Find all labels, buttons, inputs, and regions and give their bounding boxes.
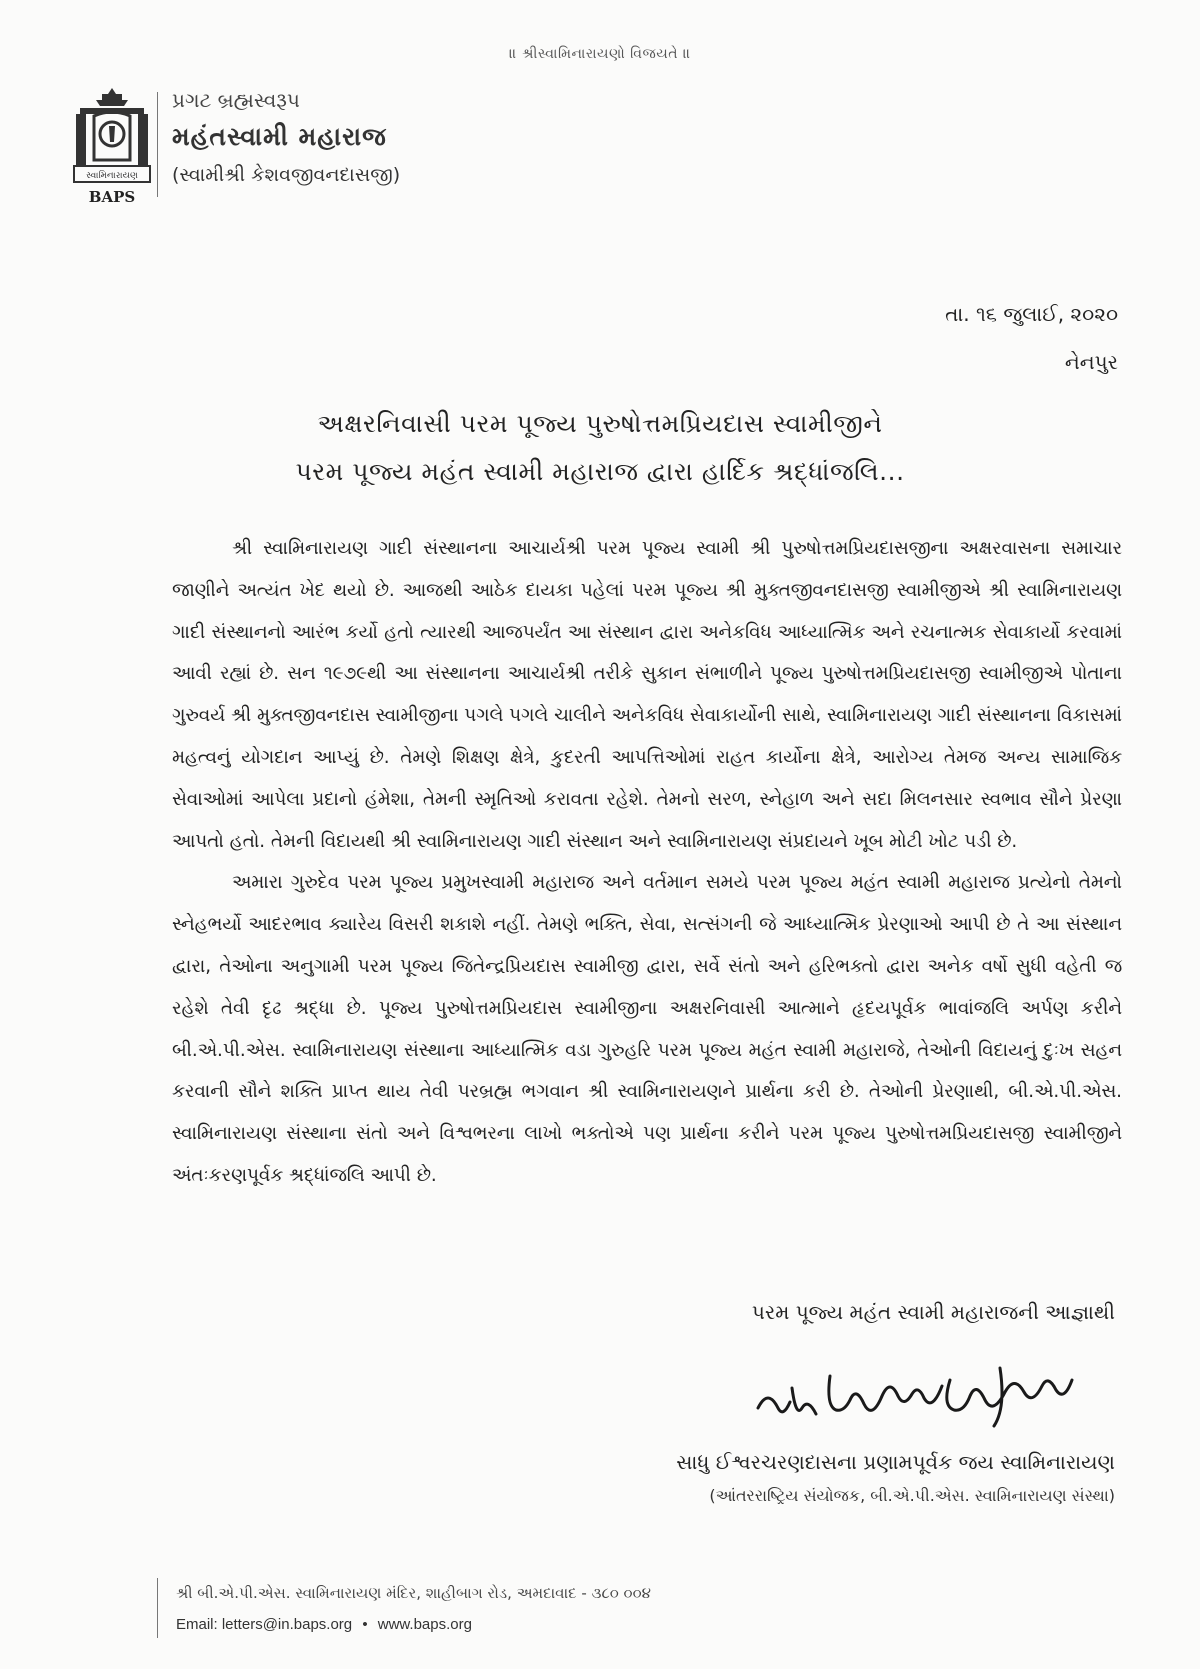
sender-name: સાધુ ઈશ્વરચરણદાસના પ્રણામપૂર્વક જય સ્વામિનારાયણ (676, 1450, 1115, 1474)
footer (176, 1584, 651, 1633)
closing-line: પરમ પૂજ્ય મહંત સ્વામી મહારાજની આજ્ઞાથી (751, 1300, 1115, 1324)
footer-email[interactable]: Email: letters@in.baps.org (176, 1616, 353, 1633)
title-line2: પરમ પૂજ્ય મહંત સ્વામી મહારાજ દ્વારા હાર્દિક શ્રદ્ધાંજલિ... (295, 457, 905, 486)
baps-emblem-icon (72, 86, 152, 206)
brand-text: BAPS (88, 188, 136, 206)
letter-body (172, 528, 1122, 1197)
footer-divider (157, 1578, 158, 1638)
title-line1: અક્ષરનિવાસી પરમ પૂજ્ય પુરુષોત્તમપ્રિયદાસ સ્વામીજીને (317, 409, 883, 438)
sender-role: (આંતરરાષ્ટ્રિય સંયોજક, બી.એ.પી.એસ. સ્વામિનારાયણ સંસ્થા) (709, 1486, 1115, 1505)
sender-block (676, 1450, 1115, 1506)
header-divider (157, 92, 158, 197)
footer-website[interactable]: www.baps.org (377, 1616, 472, 1633)
letterhead-name: મહંતસ્વામી મહારાજ (172, 122, 387, 151)
footer-address: શ્રી બી.એ.પી.એસ. સ્વામિનારાયણ મંદિર, શાહીબાગ રોડ, અમદાવાદ - ૩૮૦ ૦૦૪ (176, 1584, 651, 1602)
letterhead-line1: પ્રગટ બ્રહ્મસ્વરૂપ (172, 88, 300, 112)
emblem-inner-text: સ્વામિનારાયણ (86, 171, 138, 181)
letter-title (0, 400, 1200, 496)
letterhead-subname: (સ્વામીશ્રી કેશવજીવનદાસજી) (172, 164, 401, 186)
body-paragraph: અમારા ગુરુદેવ પરમ પૂજ્ય પ્રમુખસ્વામી મહારાજ અને વર્તમાન સમયે પરમ પૂજ્ય મહંત સ્વામી મહારાજ પ્રત્યેનો તેમનો સ્નેહભર્યો આદરભાવ ક્યારેય વિસરી શકાશે નહીં. તેમણે ભક્તિ, સેવા, સત્સંગની જે આધ્યાત્મિક પ્રેરણાઓ આપી છે તે આ સંસ્થાન દ્વારા, તેઓના અનુગામી પરમ પૂજ્ય જિતેન્દ્રપ્રિયદાસ સ્વામીજી દ્વારા, સર્વે સંતો અને હરિભક્તો દ્વારા અનેક વર્ષો સુધી વહેતી જ રહેશે તેવી દૃઢ શ્રદ્ધા છે. પૂજ્ય પુરુષોત્તમપ્રિયદાસ સ્વામીજીના અક્ષરનિવાસી આત્માને હૃદયપૂર્વક ભાવાંજલિ અર્પણ કરીને બી.એ.પી.એસ. સ્વામિનારાયણ સંસ્થાના આધ્યાત્મિક વડા ગુરુહરિ પરમ પૂજ્ય મહંત સ્વામી મહારાજે, તેઓની વિદાયનું દુઃખ સહન કરવાની સૌને શક્તિ પ્રાપ્ત થાય તેવી પરબ્રહ્મ ભગવાન શ્રી સ્વામિનારાયણને પ્રાર્થના કરી છે. તેઓની પ્રેરણાથી, બી.એ.પી.એસ. સ્વામિનારાયણ સંસ્થાના સંતો અને વિશ્વભરના લાખો ભક્તોએ પણ પ્રાર્થના કરીને પરમ પૂજ્ય પુરુષોત્તમપ્રિયદાસજી સ્વામીજીને અંતઃકરણપૂર્વક શ્રદ્ધાંજલિ આપી છે. (172, 872, 1122, 1186)
letter-place: નેનપુર (1064, 350, 1118, 374)
body-paragraph: શ્રી સ્વામિનારાયણ ગાદી સંસ્થાનના આચાર્યશ્રી પરમ પૂજ્ય સ્વામી શ્રી પુરુષોત્તમપ્રિયદાસજીના અક્ષરવાસના સમાચાર જાણીને અત્યંત ખેદ થયો છે. આજથી આઠેક દાયકા પહેલાં પરમ પૂજ્ય શ્રી મુક્તજીવનદાસજી સ્વામીજીએ શ્રી સ્વામિનારાયણ ગાદી સંસ્થાનનો આરંભ કર્યો હતો ત્યારથી આજપર્યંત આ સંસ્થાન દ્વારા અનેકવિધ આધ્યાત્મિક અને રચનાત્મક સેવાકાર્યો કરવામાં આવી રહ્યાં છે. સન ૧૯૭૯થી આ સંસ્થાનના આચાર્યશ્રી તરીકે સુકાન સંભાળીને પૂજ્ય પુરુષોત્તમપ્રિયદાસજી સ્વામીજીએ પોતાના ગુરુવર્ય શ્રી મુક્તજીવનદાસ સ્વામીજીના પગલે પગલે ચાલીને અનેકવિધ સેવાકાર્યોની સાથે, સ્વામિનારાયણ ગાદી સંસ્થાનના વિકાસમાં મહત્વનું યોગદાન આપ્યું છે. તેમણે શિક્ષણ ક્ષેત્રે, કુદરતી આપત્તિઓમાં રાહત કાર્યોના ક્ષેત્રે, આરોગ્ય તેમજ અન્ય સામાજિક સેવાઓમાં આપેલા પ્રદાનો હંમેશા, તેમની સ્મૃતિઓ કરાવતા રહેશે. તેમનો સરળ, સ્નેહાળ અને સદા મિલનસાર સ્વભાવ સૌને પ્રેરણા આપતો હતો. તેમની વિદાયથી શ્રી સ્વામિનારાયણ ગાદી સંસ્થાન અને સ્વામિનારાયણ સંપ્રદાયને ખૂબ મોટી ખોટ પડી છે. (172, 538, 1122, 852)
letterhead (172, 88, 400, 186)
letter-date: તા. ૧૬ જુલાઈ, ૨૦૨૦ (945, 302, 1118, 326)
footer-separator: • (362, 1616, 368, 1633)
date-block (945, 290, 1118, 386)
footer-contact (176, 1616, 651, 1633)
signature (750, 1358, 1120, 1438)
invocation-line: ॥ શ્રીસ્વામિનારાયણો વિજયતે ॥ (509, 46, 691, 62)
